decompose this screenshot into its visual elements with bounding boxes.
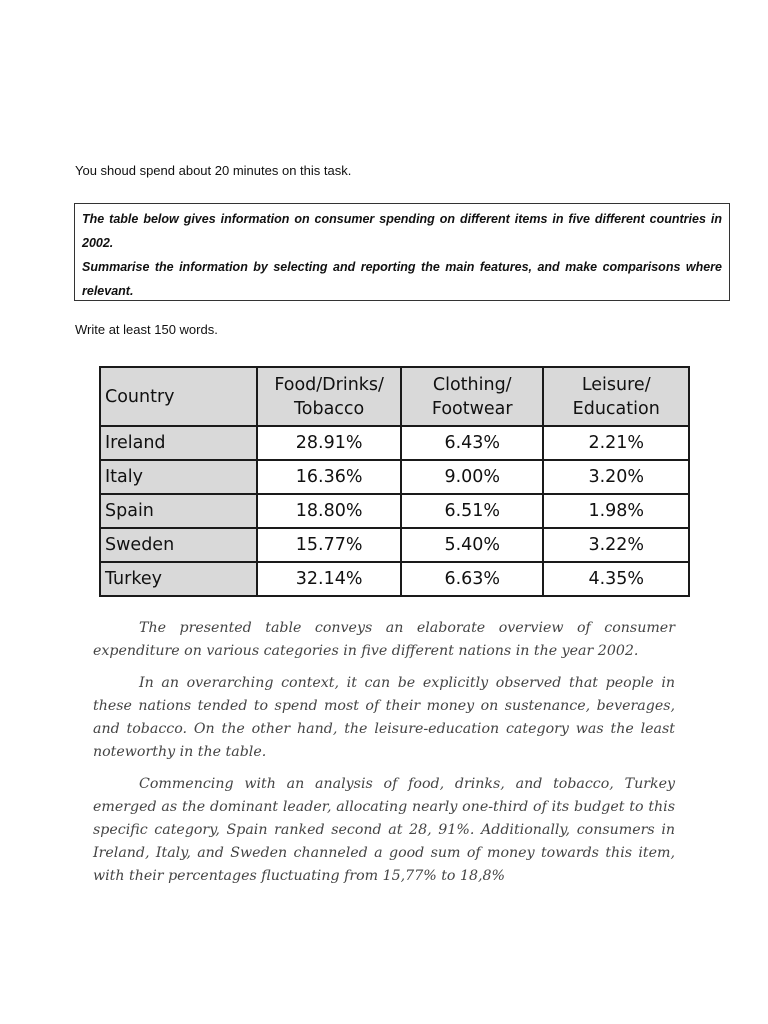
leisure-cell: 3.22% [543,528,689,562]
table-row [100,460,689,494]
word-count-instruction: Write at least 150 words. [75,322,218,337]
table-row [100,528,689,562]
time-instruction: You shoud spend about 20 minutes on this task. [75,163,352,178]
country-cell: Ireland [100,426,257,460]
food-cell: 32.14% [257,562,401,596]
essay-body-paragraph: Commencing with an analysis of food, drinks, and tobacco, Turkey emerged as the dominant leader, allocating nearly one-third of its budget to this specific category, Spain ranked second at 28, 91%. Additionally, consumers in Ireland, Italy, and Sweden channeled a good sum of money towards this item, with their percentages fluctuating from 15,77% to 18,8% [93,776,675,884]
clothing-cell: 6.63% [401,562,543,596]
table-header-row [100,367,689,426]
leisure-cell: 3.20% [543,460,689,494]
country-cell: Sweden [100,528,257,562]
header-food-drinks-tobacco: Food/Drinks/ Tobacco [257,367,401,426]
essay-introduction: The presented table conveys an elaborate overview of consumer expenditure on various categories in five different nations in the year 2002. [93,620,675,659]
leisure-cell: 4.35% [543,562,689,596]
task-prompt-box [74,203,730,301]
task-description: The table below gives information on consumer spending on different items in five different countries in 2002. [82,212,722,250]
food-cell: 15.77% [257,528,401,562]
leisure-cell: 2.21% [543,426,689,460]
clothing-cell: 6.51% [401,494,543,528]
country-cell: Turkey [100,562,257,596]
header-clothing-footwear: Clothing/ Footwear [401,367,543,426]
clothing-cell: 6.43% [401,426,543,460]
food-cell: 18.80% [257,494,401,528]
country-cell: Spain [100,494,257,528]
country-cell: Italy [100,460,257,494]
header-leisure-education: Leisure/ Education [543,367,689,426]
leisure-cell: 1.98% [543,494,689,528]
essay-overview: In an overarching context, it can be explicitly observed that people in these nations tended to spend most of their money on sustenance, beverages, and tobacco. On the other hand, the leisure-education category was the least noteworthy in the table. [93,675,675,760]
consumer-spending-table [99,366,690,597]
food-cell: 16.36% [257,460,401,494]
essay-body [93,617,675,897]
clothing-cell: 9.00% [401,460,543,494]
table-row [100,562,689,596]
table-row [100,494,689,528]
table-row [100,426,689,460]
task-summary-instruction: Summarise the information by selecting and reporting the main features, and make comparisons where relevant. [82,260,722,298]
header-country: Country [100,367,257,426]
clothing-cell: 5.40% [401,528,543,562]
food-cell: 28.91% [257,426,401,460]
